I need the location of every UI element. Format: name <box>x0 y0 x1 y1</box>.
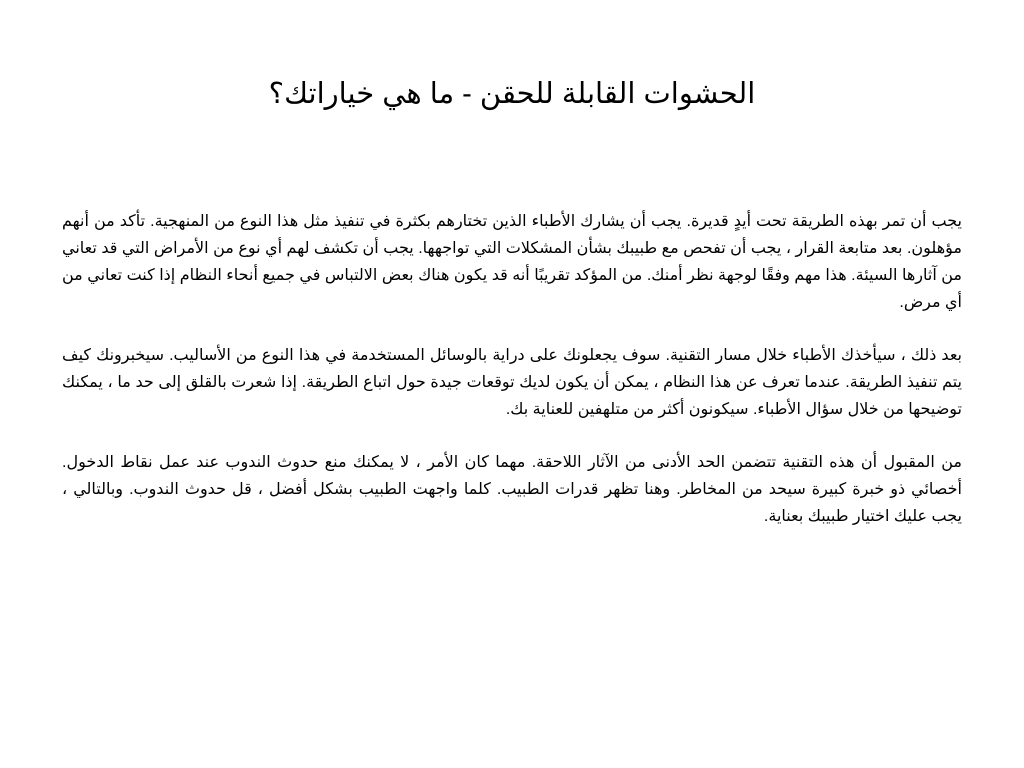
paragraph-1: يجب أن تمر بهذه الطريقة تحت أيدٍ قديرة. يجب أن يشارك الأطباء الذين تختارهم بكثرة في تنفيذ مثل هذا النوع من المنهجية. تأكد من أنهم مؤهلون. بعد متابعة القرار ، يجب أن تفحص مع طبيبك بشأن المشكلات التي تواجهها. يجب أن تكشف لهم أي نوع من الأمراض التي قد تعاني من آثارها السيئة. هذا مهم وفقًا لوجهة نظر أمنك. من المؤكد تقريبًا أنه قد يكون هناك بعض الالتباس في جميع أنحاء النظام إذا كنت تعاني من أي مرض. <box>62 213 962 311</box>
slide-title: الحشوات القابلة للحقن - ما هي خياراتك؟ <box>268 78 756 110</box>
slide-body <box>62 208 962 556</box>
paragraph-3: من المقبول أن هذه التقنية تتضمن الحد الأدنى من الآثار اللاحقة. مهما كان الأمر ، لا يمكنك منع حدوث الندوب عند عمل نقاط الدخول. أخصائي ذو خبرة كبيرة سيحد من المخاطر. وهنا تظهر قدرات الطبيب. كلما واجهت الطبيب بشكل أفضل ، قل حدوث الندوب. وبالتالي ، يجب عليك اختيار طبيبك بعناية. <box>62 454 963 525</box>
paragraph-2: بعد ذلك ، سيأخذك الأطباء خلال مسار التقنية. سوف يجعلونك على دراية بالوسائل المستخدمة في هذا النوع من الأساليب. سيخبرونك كيف يتم تنفيذ الطريقة. عندما تعرف عن هذا النظام ، يمكن أن يكون لديك توقعات جيدة حول اتباع الطريقة. إذا شعرت بالقلق إلى حد ما ، يمكنك توضيحها من خلال سؤال الأطباء. سيكونون أكثر من متلهفين للعناية بك. <box>62 347 962 418</box>
